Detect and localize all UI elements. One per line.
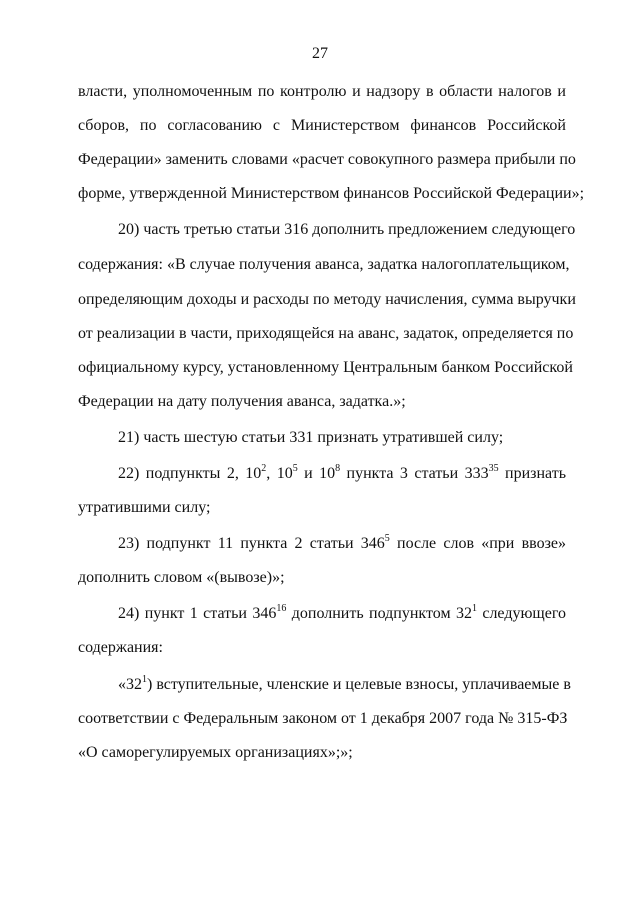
item-20-first-line: 20) часть третью статьи 316 дополнить предложением следующего <box>118 221 576 238</box>
text-line: от реализации в части, приходящейся на аванс, задаток, определяется по <box>78 325 574 342</box>
page-number: 27 <box>312 45 328 62</box>
item-22-continuation: утратившими силу; <box>78 499 211 516</box>
quote-first-line: «$32^1$) вступительные, членские и целевые взносы, уплачиваемые в <box>118 673 571 693</box>
item-21: 21) часть шестую статьи 331 признать утратившей силу; <box>118 429 504 446</box>
text-line: определяющим доходы и расходы по методу начисления, сумма выручки <box>78 291 576 308</box>
item-23-first-line: 23) подпункт 11 пункта 2 статьи $346^5$ после слов «при ввозе» <box>118 532 566 552</box>
text-line: Федерации на дату получения аванса, задатка.»; <box>78 393 406 410</box>
text-line: официальному курсу, установленному Центральным банком Российской <box>78 359 573 376</box>
item-24-continuation: содержания: <box>78 639 163 656</box>
quote-line: соответствии с Федеральным законом от 1 декабря 2007 года № 315-ФЗ <box>78 710 568 727</box>
text-line: власти, уполномоченным по контролю и надзору в области налогов и <box>78 83 566 100</box>
text-line: Федерации» заменить словами «расчет совокупного размера прибыли по <box>78 151 576 168</box>
quote-line: «О саморегулируемых организациях»;»; <box>78 744 353 761</box>
item-24-first-line: 24) пункт 1 статьи $346^{16}$ дополнить подпунктом $32^1$ следующего <box>118 602 566 622</box>
item-23-continuation: дополнить словом «(вывозе)»; <box>78 569 285 586</box>
item-22-first-line: 22) подпункты 2, $10^2$, $10^5$ и $10^8$ пункта 3 статьи $333^{35}$ признать <box>118 462 566 482</box>
text-line: форме, утвержденной Министерством финансов Российской Федерации»; <box>78 185 585 202</box>
text-line: содержания: «В случае получения аванса, задатка налогоплательщиком, <box>78 256 570 273</box>
text-line: сборов, по согласованию с Министерством финансов Российской <box>78 117 566 134</box>
